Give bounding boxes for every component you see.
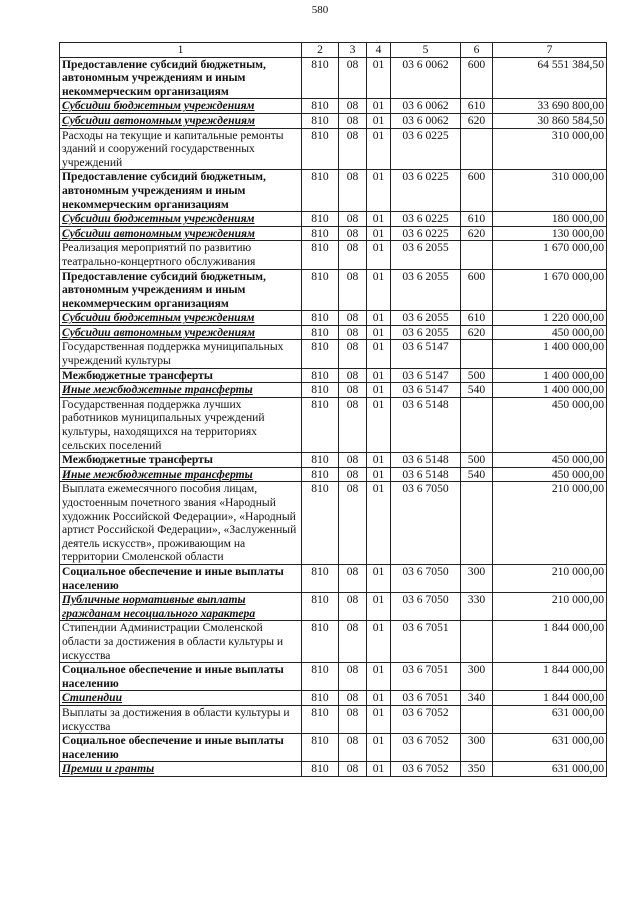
row-name-cell: Государственная поддержка лучших работников муниципальных учреждений культуры, находящихся на территориях сельских поселений [60, 397, 302, 452]
expense-type-code-cell: 610 [461, 99, 493, 114]
ministry-code-cell: 810 [302, 621, 339, 663]
amount-cell: 30 860 584,50 [493, 113, 607, 128]
subsection-code-cell: 01 [367, 691, 391, 706]
subsection-code-cell: 01 [367, 453, 391, 468]
table-row [60, 593, 607, 621]
header-row [60, 43, 607, 58]
row-name-cell: Выплата ежемесячного пособия лицам, удостоенным почетного звания «Народный художник Российской Федерации», «Народный артист Российской Федерации», «Заслуженный деятель искусств», проживающим на территории Смоленской области [60, 482, 302, 565]
header-cell: 3 [339, 43, 367, 58]
amount-cell: 450 000,00 [493, 467, 607, 482]
page-number: 580 [311, 4, 329, 16]
header-cell: 5 [391, 43, 461, 58]
ministry-code-cell: 810 [302, 482, 339, 565]
ministry-code-cell: 810 [302, 340, 339, 368]
row-name-cell [60, 99, 302, 114]
section-code-cell: 08 [339, 99, 367, 114]
target-item-code-cell: 03 6 7052 [391, 705, 461, 733]
section-code-cell: 08 [339, 663, 367, 691]
expense-type-code-cell [461, 128, 493, 170]
table-row [60, 170, 607, 212]
row-name-cell: Социальное обеспечение и иные выплаты населению [60, 663, 302, 691]
section-code-cell: 08 [339, 453, 367, 468]
amount-cell: 64 551 384,50 [493, 57, 607, 99]
expense-type-code-cell: 300 [461, 734, 493, 762]
row-name-cell: Реализация мероприятий по развитию театрально-концертного обслуживания [60, 241, 302, 269]
expense-type-code-cell: 340 [461, 691, 493, 706]
expense-type-code-cell [461, 705, 493, 733]
section-code-cell: 08 [339, 734, 367, 762]
ministry-code-cell: 810 [302, 383, 339, 398]
amount-cell: 210 000,00 [493, 564, 607, 592]
target-item-code-cell: 03 6 5147 [391, 368, 461, 383]
subsection-code-cell: 01 [367, 383, 391, 398]
section-code-cell: 08 [339, 621, 367, 663]
target-item-code-cell: 03 6 5148 [391, 467, 461, 482]
row-name-cell: Социальное обеспечение и иные выплаты населению [60, 564, 302, 592]
row-name-cell [60, 383, 302, 398]
ministry-code-cell: 810 [302, 663, 339, 691]
section-code-cell: 08 [339, 467, 367, 482]
expense-type-code-cell: 330 [461, 593, 493, 621]
expense-type-code-cell: 620 [461, 113, 493, 128]
target-item-code-cell: 03 6 5148 [391, 453, 461, 468]
ministry-code-cell: 810 [302, 368, 339, 383]
table-row [60, 128, 607, 170]
subsection-code-cell: 01 [367, 564, 391, 592]
row-name-cell: Выплаты за достижения в области культуры и искусства [60, 705, 302, 733]
table-row [60, 621, 607, 663]
target-item-code-cell: 03 6 7052 [391, 762, 461, 777]
row-name-text: Премии и гранты [62, 762, 155, 776]
table-row [60, 368, 607, 383]
section-code-cell: 08 [339, 325, 367, 340]
table-row [60, 57, 607, 99]
expense-type-code-cell [461, 340, 493, 368]
section-code-cell: 08 [339, 57, 367, 99]
header-cell: 4 [367, 43, 391, 58]
expense-type-code-cell [461, 482, 493, 565]
subsection-code-cell: 01 [367, 311, 391, 326]
target-item-code-cell: 03 6 7050 [391, 564, 461, 592]
subsection-code-cell: 01 [367, 128, 391, 170]
section-code-cell: 08 [339, 397, 367, 452]
amount-cell: 1 670 000,00 [493, 269, 607, 311]
header-cell: 1 [60, 43, 302, 58]
expense-type-code-cell: 540 [461, 467, 493, 482]
target-item-code-cell: 03 6 7052 [391, 734, 461, 762]
amount-cell: 1 844 000,00 [493, 621, 607, 663]
expense-type-code-cell: 620 [461, 226, 493, 241]
subsection-code-cell: 01 [367, 368, 391, 383]
amount-cell: 1 400 000,00 [493, 340, 607, 368]
section-code-cell: 08 [339, 482, 367, 565]
table-row [60, 340, 607, 368]
amount-cell: 450 000,00 [493, 397, 607, 452]
table-row [60, 269, 607, 311]
table-row [60, 99, 607, 114]
header-cell: 2 [302, 43, 339, 58]
table-row [60, 311, 607, 326]
ministry-code-cell: 810 [302, 453, 339, 468]
row-name-text: Стипендии [62, 691, 123, 705]
amount-cell: 631 000,00 [493, 705, 607, 733]
amount-cell: 1 844 000,00 [493, 691, 607, 706]
row-name-cell [60, 691, 302, 706]
target-item-code-cell: 03 6 0225 [391, 128, 461, 170]
target-item-code-cell: 03 6 2055 [391, 311, 461, 326]
header-cell: 7 [493, 43, 607, 58]
table-row [60, 113, 607, 128]
target-item-code-cell: 03 6 2055 [391, 325, 461, 340]
table-row [60, 734, 607, 762]
ministry-code-cell: 810 [302, 593, 339, 621]
subsection-code-cell: 01 [367, 241, 391, 269]
target-item-code-cell: 03 6 7050 [391, 593, 461, 621]
row-name-cell: Стипендии Администрации Смоленской области за достижения в области культуры и искусства [60, 621, 302, 663]
target-item-code-cell: 03 6 2055 [391, 269, 461, 311]
row-name-cell: Межбюджетные трансферты [60, 453, 302, 468]
expense-type-code-cell: 600 [461, 170, 493, 212]
amount-cell: 310 000,00 [493, 170, 607, 212]
section-code-cell: 08 [339, 564, 367, 592]
expense-type-code-cell: 350 [461, 762, 493, 777]
expense-type-code-cell: 500 [461, 453, 493, 468]
ministry-code-cell: 810 [302, 691, 339, 706]
expense-type-code-cell: 610 [461, 311, 493, 326]
table-row [60, 467, 607, 482]
row-name-cell [60, 467, 302, 482]
section-code-cell: 08 [339, 226, 367, 241]
expense-type-code-cell: 500 [461, 368, 493, 383]
subsection-code-cell: 01 [367, 99, 391, 114]
ministry-code-cell: 810 [302, 226, 339, 241]
expense-type-code-cell: 540 [461, 383, 493, 398]
table-row [60, 397, 607, 452]
target-item-code-cell: 03 6 0062 [391, 57, 461, 99]
target-item-code-cell: 03 6 7051 [391, 621, 461, 663]
subsection-code-cell: 01 [367, 269, 391, 311]
amount-cell: 210 000,00 [493, 593, 607, 621]
expense-type-code-cell [461, 621, 493, 663]
ministry-code-cell: 810 [302, 269, 339, 311]
subsection-code-cell: 01 [367, 113, 391, 128]
expense-type-code-cell: 300 [461, 663, 493, 691]
subsection-code-cell: 01 [367, 621, 391, 663]
expense-type-code-cell: 300 [461, 564, 493, 592]
row-name-text: Иные межбюджетные трансферты [62, 383, 253, 397]
amount-cell: 450 000,00 [493, 325, 607, 340]
subsection-code-cell: 01 [367, 226, 391, 241]
row-name-text: Субсидии бюджетным учреждениям [62, 99, 255, 113]
target-item-code-cell: 03 6 5147 [391, 340, 461, 368]
target-item-code-cell: 03 6 0225 [391, 170, 461, 212]
budget-table [59, 42, 607, 777]
ministry-code-cell: 810 [302, 241, 339, 269]
subsection-code-cell: 01 [367, 397, 391, 452]
ministry-code-cell: 810 [302, 397, 339, 452]
target-item-code-cell: 03 6 0225 [391, 212, 461, 227]
section-code-cell: 08 [339, 269, 367, 311]
target-item-code-cell: 03 6 7050 [391, 482, 461, 565]
row-name-cell [60, 212, 302, 227]
row-name-cell: Межбюджетные трансферты [60, 368, 302, 383]
section-code-cell: 08 [339, 311, 367, 326]
ministry-code-cell: 810 [302, 170, 339, 212]
table-row [60, 663, 607, 691]
row-name-cell: Предоставление субсидий бюджетным, автономным учреждениям и иным некоммерческим организациям [60, 57, 302, 99]
row-name-cell: Предоставление субсидий бюджетным, автономным учреждениям и иным некоммерческим организациям [60, 170, 302, 212]
expense-type-code-cell: 620 [461, 325, 493, 340]
section-code-cell: 08 [339, 593, 367, 621]
section-code-cell: 08 [339, 128, 367, 170]
subsection-code-cell: 01 [367, 762, 391, 777]
subsection-code-cell: 01 [367, 212, 391, 227]
table-row [60, 705, 607, 733]
ministry-code-cell: 810 [302, 467, 339, 482]
table-row [60, 226, 607, 241]
amount-cell: 631 000,00 [493, 762, 607, 777]
amount-cell: 1 220 000,00 [493, 311, 607, 326]
expense-type-code-cell [461, 397, 493, 452]
table-row [60, 691, 607, 706]
target-item-code-cell: 03 6 5147 [391, 383, 461, 398]
section-code-cell: 08 [339, 705, 367, 733]
amount-cell: 1 400 000,00 [493, 368, 607, 383]
section-code-cell: 08 [339, 691, 367, 706]
amount-cell: 210 000,00 [493, 482, 607, 565]
subsection-code-cell: 01 [367, 482, 391, 565]
ministry-code-cell: 810 [302, 564, 339, 592]
amount-cell: 1 400 000,00 [493, 383, 607, 398]
ministry-code-cell: 810 [302, 762, 339, 777]
ministry-code-cell: 810 [302, 128, 339, 170]
table-row [60, 383, 607, 398]
section-code-cell: 08 [339, 340, 367, 368]
section-code-cell: 08 [339, 212, 367, 227]
ministry-code-cell: 810 [302, 212, 339, 227]
amount-cell: 1 844 000,00 [493, 663, 607, 691]
row-name-cell: Государственная поддержка муниципальных учреждений культуры [60, 340, 302, 368]
section-code-cell: 08 [339, 170, 367, 212]
row-name-cell: Расходы на текущие и капитальные ремонты зданий и сооружений государственных учреждений [60, 128, 302, 170]
target-item-code-cell: 03 6 5148 [391, 397, 461, 452]
amount-cell: 310 000,00 [493, 128, 607, 170]
row-name-cell: Социальное обеспечение и иные выплаты населению [60, 734, 302, 762]
table-row [60, 564, 607, 592]
table-row [60, 482, 607, 565]
amount-cell: 450 000,00 [493, 453, 607, 468]
ministry-code-cell: 810 [302, 325, 339, 340]
amount-cell: 130 000,00 [493, 226, 607, 241]
expense-type-code-cell: 610 [461, 212, 493, 227]
subsection-code-cell: 01 [367, 663, 391, 691]
row-name-text: Иные межбюджетные трансферты [62, 467, 253, 481]
ministry-code-cell: 810 [302, 113, 339, 128]
ministry-code-cell: 810 [302, 57, 339, 99]
subsection-code-cell: 01 [367, 170, 391, 212]
table-row [60, 762, 607, 777]
row-name-cell [60, 325, 302, 340]
section-code-cell: 08 [339, 762, 367, 777]
ministry-code-cell: 810 [302, 311, 339, 326]
amount-cell: 33 690 800,00 [493, 99, 607, 114]
expense-type-code-cell: 600 [461, 57, 493, 99]
table-row [60, 453, 607, 468]
subsection-code-cell: 01 [367, 593, 391, 621]
row-name-text: Субсидии бюджетным учреждениям [62, 212, 255, 226]
amount-cell: 180 000,00 [493, 212, 607, 227]
target-item-code-cell: 03 6 0062 [391, 99, 461, 114]
header-cell: 6 [461, 43, 493, 58]
expense-type-code-cell: 600 [461, 269, 493, 311]
expense-type-code-cell [461, 241, 493, 269]
row-name-cell [60, 226, 302, 241]
section-code-cell: 08 [339, 368, 367, 383]
target-item-code-cell: 03 6 7051 [391, 663, 461, 691]
subsection-code-cell: 01 [367, 734, 391, 762]
row-name-text: Субсидии автономным учреждениям [62, 226, 255, 240]
row-name-cell: Предоставление субсидий бюджетным, автономным учреждениям и иным некоммерческим организациям [60, 269, 302, 311]
row-name-cell [60, 762, 302, 777]
ministry-code-cell: 810 [302, 705, 339, 733]
target-item-code-cell: 03 6 2055 [391, 241, 461, 269]
section-code-cell: 08 [339, 113, 367, 128]
subsection-code-cell: 01 [367, 57, 391, 99]
target-item-code-cell: 03 6 0062 [391, 113, 461, 128]
row-name-text: Субсидии автономным учреждениям [62, 325, 255, 339]
section-code-cell: 08 [339, 241, 367, 269]
section-code-cell: 08 [339, 383, 367, 398]
ministry-code-cell: 810 [302, 99, 339, 114]
row-name-cell [60, 593, 302, 621]
target-item-code-cell: 03 6 7051 [391, 691, 461, 706]
amount-cell: 1 670 000,00 [493, 241, 607, 269]
subsection-code-cell: 01 [367, 467, 391, 482]
table-row [60, 212, 607, 227]
table-row [60, 325, 607, 340]
table-body [60, 57, 607, 776]
row-name-text: Публичные нормативные выплаты гражданам несоциального характера [62, 593, 256, 620]
row-name-text: Субсидии бюджетным учреждениям [62, 311, 255, 325]
target-item-code-cell: 03 6 0225 [391, 226, 461, 241]
amount-cell: 631 000,00 [493, 734, 607, 762]
row-name-cell [60, 311, 302, 326]
row-name-text: Субсидии автономным учреждениям [62, 113, 255, 127]
subsection-code-cell: 01 [367, 340, 391, 368]
table-row [60, 241, 607, 269]
subsection-code-cell: 01 [367, 325, 391, 340]
subsection-code-cell: 01 [367, 705, 391, 733]
row-name-cell [60, 113, 302, 128]
ministry-code-cell: 810 [302, 734, 339, 762]
